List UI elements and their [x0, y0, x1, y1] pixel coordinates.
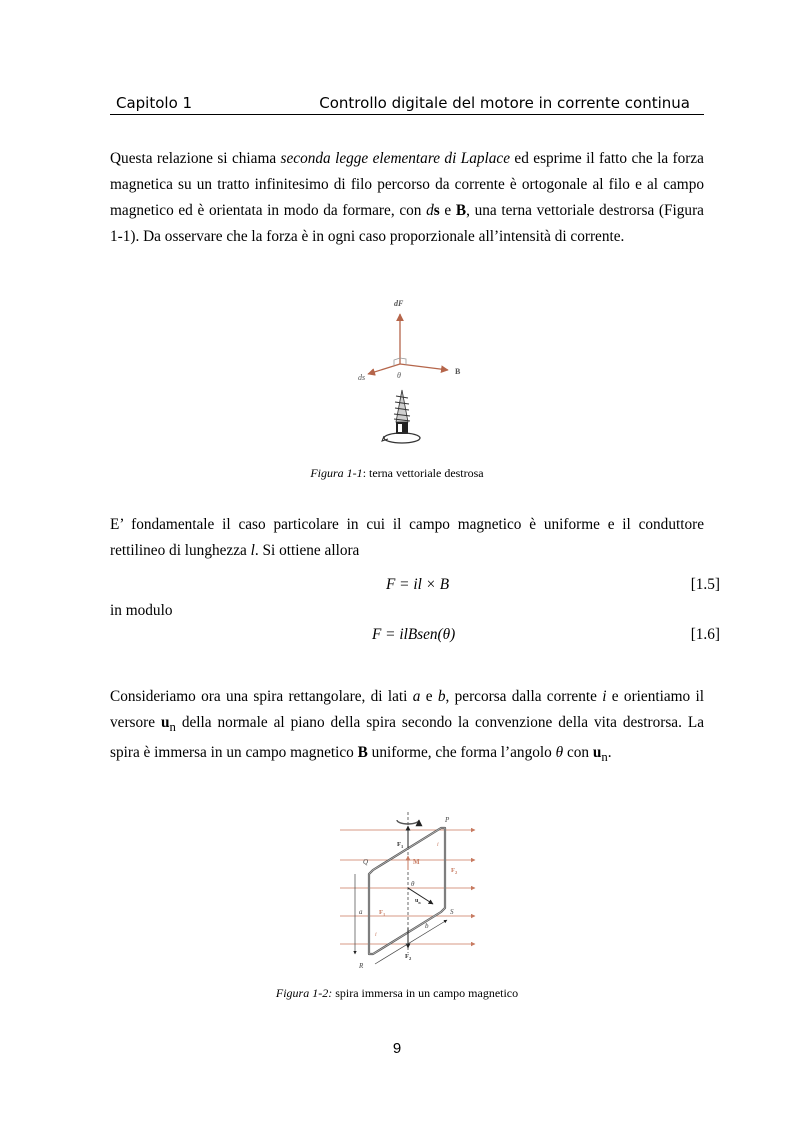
- label-m: M: [413, 858, 420, 866]
- figure-1-2: [335, 808, 485, 973]
- label-df: dF: [394, 299, 404, 308]
- label-i-bottom: i: [375, 932, 377, 938]
- running-header: [110, 92, 704, 116]
- paragraph-spira: Consideriamo ora una spira rettangolare, di lati a e b, percorsa dalla corrente i e orientiamo il versore $u_n$ della normale al piano della spira secondo la convenzione della vita destrorsa. La spira è immersa in un campo magnetico B uniforme, che forma l’angolo θ con $u_n$.: [110, 688, 705, 765]
- figure-1-2-caption: Figura 1-2: spira immersa in un campo magnetico: [275, 986, 519, 1000]
- equation-1-5: F = il × B: [386, 576, 450, 593]
- label-s: S: [450, 908, 454, 916]
- figure-1-1: [340, 292, 480, 452]
- ds-vector: [368, 364, 400, 374]
- equation-1-6: F = ilBsen(θ): [372, 626, 456, 643]
- label-ds: ds: [358, 373, 366, 382]
- label-p: P: [445, 816, 450, 824]
- label-un: $u_n$: [415, 898, 421, 905]
- equation-1-6-number: [1.6]: [690, 626, 720, 643]
- screw-icon: [382, 390, 420, 443]
- paragraph-laplace: Questa relazione si chiama seconda legge elementare di Laplace ed esprime il fatto che la forza magnetica su un tratto infinitesimo di filo percorso da corrente è ortogonale al filo e al campo magnetico ed è orientata in modo da formare, con ds e B, una terna vettoriale destrorsa (Figura 1-1). Da osservare che la forza è in ogni caso proporzionale all’intensità di corrente.: [110, 150, 704, 245]
- label-q: Q: [363, 858, 369, 866]
- label-i-top: i: [437, 842, 439, 848]
- label-r: R: [359, 962, 364, 970]
- label-f2-right: $F_2$: [451, 867, 458, 875]
- page-number: 9: [392, 1040, 402, 1057]
- header-chapter: Capitolo 1: [116, 94, 193, 112]
- label-a: a: [359, 908, 363, 916]
- label-b: B: [455, 367, 461, 376]
- label-theta: θ: [397, 371, 401, 380]
- paragraph-uniform-field: E’ fondamentale il caso particolare in cui il campo magnetico è uniforme e il conduttore rettilineo di lunghezza l. Si ottiene allora: [110, 516, 704, 559]
- figure-1-1-caption: Figura 1-1: terna vettoriale destrosa: [310, 466, 484, 480]
- b-vector: [400, 364, 448, 370]
- label-theta2: θ: [411, 880, 415, 888]
- header-title: Controllo digitale del motore in corrente continua: [319, 94, 690, 112]
- label-f1-top: $F_1$: [397, 841, 404, 849]
- label-f2-bottom: $F_2$: [405, 953, 412, 961]
- header-rule: [110, 114, 704, 115]
- label-f1-left: $F_1$: [379, 909, 386, 917]
- equation-1-5-number: [1.5]: [690, 576, 720, 593]
- in-modulo-text: in modulo: [110, 602, 173, 619]
- label-b: b: [425, 922, 429, 930]
